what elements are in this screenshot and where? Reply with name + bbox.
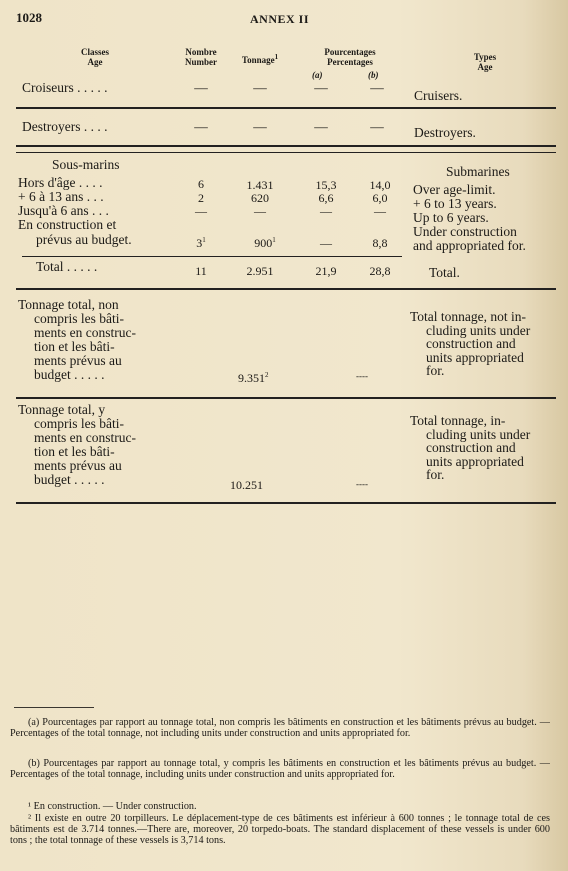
header-tonnage bbox=[230, 52, 290, 65]
tnc-en-line: units appropriated bbox=[426, 349, 524, 365]
row-construction-tonnage bbox=[235, 236, 295, 251]
header-types-en: Age bbox=[477, 62, 493, 72]
row-construction-fr-1: En construction et bbox=[18, 217, 117, 232]
row-construction-tonnage-value: 900 bbox=[254, 236, 273, 250]
row-destroyers-pct-b: — bbox=[370, 119, 384, 134]
rule bbox=[16, 145, 556, 147]
row-croiseurs-fr: Croiseurs . . . . . bbox=[22, 80, 108, 95]
row-hors-age-tonnage: 1.431 bbox=[246, 178, 274, 192]
header-tonnage-note: 1 bbox=[274, 53, 279, 61]
header-pct-b: (b) bbox=[368, 70, 379, 80]
tnc-en-line: construction and bbox=[426, 336, 516, 351]
tc-fr-line: ments prévus au bbox=[34, 458, 122, 473]
tnc-en-line: for. bbox=[426, 363, 445, 378]
tc-en-line: Total tonnage, in- bbox=[410, 413, 506, 428]
row-jusqua-6-tonnage: — bbox=[254, 204, 266, 218]
page-number: 1028 bbox=[16, 10, 42, 25]
header-tonnage-label: Tonnage bbox=[241, 55, 275, 65]
rule bbox=[22, 256, 402, 257]
rule bbox=[16, 107, 556, 109]
submarines-heading-fr: Sous-marins bbox=[52, 157, 120, 172]
row-croiseurs-tonnage: — bbox=[253, 80, 267, 95]
row-hors-age-nombre: 6 bbox=[198, 177, 204, 191]
header-pct-fr: Pourcentages bbox=[324, 47, 376, 57]
tnc-en-line: cluding units under bbox=[426, 322, 531, 338]
row-6-13-nombre: 2 bbox=[198, 191, 204, 205]
row-total-tonnage: 2.951 bbox=[246, 264, 274, 278]
row-croiseurs-en: Cruisers. bbox=[414, 88, 463, 103]
row-6-13-pct-b: 6,0 bbox=[372, 191, 388, 205]
row-6-13-pct-a: 6,6 bbox=[318, 191, 334, 205]
tc-en-line: for. bbox=[426, 467, 445, 482]
tc-fr-line: tion et les bâti- bbox=[34, 444, 115, 459]
row-jusqua-6-fr: Jusqu'à 6 ans . . . bbox=[18, 203, 109, 218]
row-total-pct-a: 21,9 bbox=[315, 264, 337, 278]
running-title: ANNEX II bbox=[250, 12, 310, 26]
header-classes-fr: Classes bbox=[80, 47, 109, 57]
header-nombre bbox=[176, 47, 226, 67]
tnc-tonnage-note: 2 bbox=[265, 371, 269, 379]
row-construction-en-1: Under construction bbox=[413, 224, 517, 239]
footnote-b: (b) Pourcentages par rapport au tonnage total, y compris les bâtiments en construction et les bâtiments prévus au budget. — Percentages of the total tonnage, including units under construction and units appropriated for. bbox=[10, 758, 550, 781]
row-6-13-tonnage: 620 bbox=[251, 191, 269, 205]
tonnage-compris-fr bbox=[18, 403, 168, 487]
footnote-1: ¹ En construction. — Under construction. bbox=[28, 801, 197, 812]
tonnage-non-compris-value bbox=[238, 371, 269, 386]
row-total-nombre: 11 bbox=[195, 264, 207, 278]
row-construction-pct-a: — bbox=[320, 236, 332, 250]
row-6-13-fr: + 6 à 13 ans . . . bbox=[18, 189, 104, 204]
footnote-separator bbox=[14, 707, 94, 708]
row-hors-age-en: Over age-limit. bbox=[413, 182, 496, 197]
row-jusqua-6-en: Up to 6 years. bbox=[413, 210, 489, 225]
row-total-fr: Total . . . . . bbox=[36, 259, 98, 274]
row-construction-fr-2: prévus au budget. bbox=[36, 232, 132, 247]
tnc-fr-line: budget . . . . . bbox=[34, 367, 105, 382]
tc-fr-line: compris les bâti- bbox=[34, 416, 124, 431]
tc-en-line: construction and bbox=[426, 440, 516, 455]
tc-fr-line: ments en construc- bbox=[34, 430, 136, 445]
header-classes-en: Age bbox=[87, 57, 103, 67]
row-destroyers-pct-a: — bbox=[314, 119, 328, 134]
tnc-fr-line: compris les bâti- bbox=[34, 311, 124, 326]
row-croiseurs-pct-a: — bbox=[314, 80, 328, 95]
tc-fr-line: budget . . . . . bbox=[34, 472, 105, 487]
row-6-13-en: + 6 to 13 years. bbox=[413, 196, 497, 211]
row-construction-pct-b: 8,8 bbox=[372, 236, 388, 250]
row-croiseurs-pct-b: — bbox=[370, 80, 384, 95]
tnc-fr-line: ments en construc- bbox=[34, 325, 136, 340]
footnote-2: ² Il existe en outre 20 torpilleurs. Le déplacement-type de ces bâtiments est inférieur à 600 tonnes ; le tonnage total de ces bâtiments est de 3.714 tonnes.—There are, moreover, 20 torpedo-boats. The standard displacement of these vessels is under 600 tons ; the total tonnage of these vessels is 3,714 tons. bbox=[10, 813, 550, 847]
tonnage-compris-value: 10.251 bbox=[230, 478, 263, 492]
header-pct-a: (a) bbox=[312, 70, 323, 80]
row-jusqua-6-pct-b: — bbox=[374, 204, 386, 218]
row-jusqua-6-nombre: — bbox=[195, 204, 207, 218]
tonnage-non-compris-fr bbox=[18, 298, 168, 382]
header-nombre-fr: Nombre bbox=[185, 47, 217, 57]
tnc-fr-line: Tonnage total, non bbox=[18, 297, 119, 312]
row-construction-nombre-note: 1 bbox=[202, 236, 206, 244]
tnc-fr-line: ments prévus au bbox=[34, 353, 122, 368]
tonnage-compris-en bbox=[410, 414, 556, 482]
tnc-fr-line: tion et les bâti- bbox=[34, 339, 115, 354]
row-destroyers-tonnage: — bbox=[253, 119, 267, 134]
row-croiseurs-nombre: — bbox=[194, 80, 208, 95]
rule bbox=[16, 288, 556, 290]
row-hors-age-pct-b: 14,0 bbox=[369, 178, 391, 192]
row-total-pct-b: 28,8 bbox=[369, 264, 391, 278]
row-destroyers-fr: Destroyers . . . . bbox=[22, 119, 108, 134]
row-construction-nombre-value: 3 bbox=[196, 236, 203, 250]
row-destroyers-en: Destroyers. bbox=[414, 125, 476, 140]
row-total-en: Total. bbox=[429, 265, 460, 280]
header-types-fr: Types bbox=[473, 52, 497, 62]
tnc-en-line: Total tonnage, not in- bbox=[410, 309, 527, 324]
footnote-a: (a) Pourcentages par rapport au tonnage total, non compris les bâtiments en construction et les bâtiments prévus au budget. — Percentages of the total tonnage, not including units under construction and units appropriated for. bbox=[10, 717, 550, 740]
tonnage-non-compris-en bbox=[410, 310, 556, 378]
header-classes bbox=[60, 47, 130, 67]
row-construction-tonnage-note: 1 bbox=[272, 236, 276, 244]
row-hors-age-fr: Hors d'âge . . . . bbox=[18, 175, 103, 190]
tnc-tonnage: 9.351 bbox=[238, 371, 265, 385]
tonnage-compris-pct: ---- bbox=[356, 479, 368, 489]
rule bbox=[16, 502, 556, 504]
row-hors-age-pct-a: 15,3 bbox=[315, 178, 337, 192]
header-pct-en: Percentages bbox=[327, 57, 373, 67]
header-types bbox=[460, 52, 510, 72]
tc-en-line: units appropriated bbox=[426, 453, 524, 469]
rule bbox=[16, 397, 556, 399]
row-jusqua-6-pct-a: — bbox=[320, 204, 332, 218]
submarines-heading-en: Submarines bbox=[446, 164, 510, 179]
tonnage-non-compris-pct: ---- bbox=[356, 371, 368, 381]
tc-fr-line: Tonnage total, y bbox=[18, 402, 106, 417]
tc-en-line: cluding units under bbox=[426, 426, 531, 442]
row-destroyers-nombre: — bbox=[194, 119, 208, 134]
rule bbox=[16, 152, 556, 153]
row-construction-en-2: and appropriated for. bbox=[413, 238, 526, 253]
row-construction-nombre bbox=[186, 236, 216, 251]
header-pourcentages bbox=[300, 47, 400, 67]
header-nombre-en: Number bbox=[185, 57, 217, 67]
